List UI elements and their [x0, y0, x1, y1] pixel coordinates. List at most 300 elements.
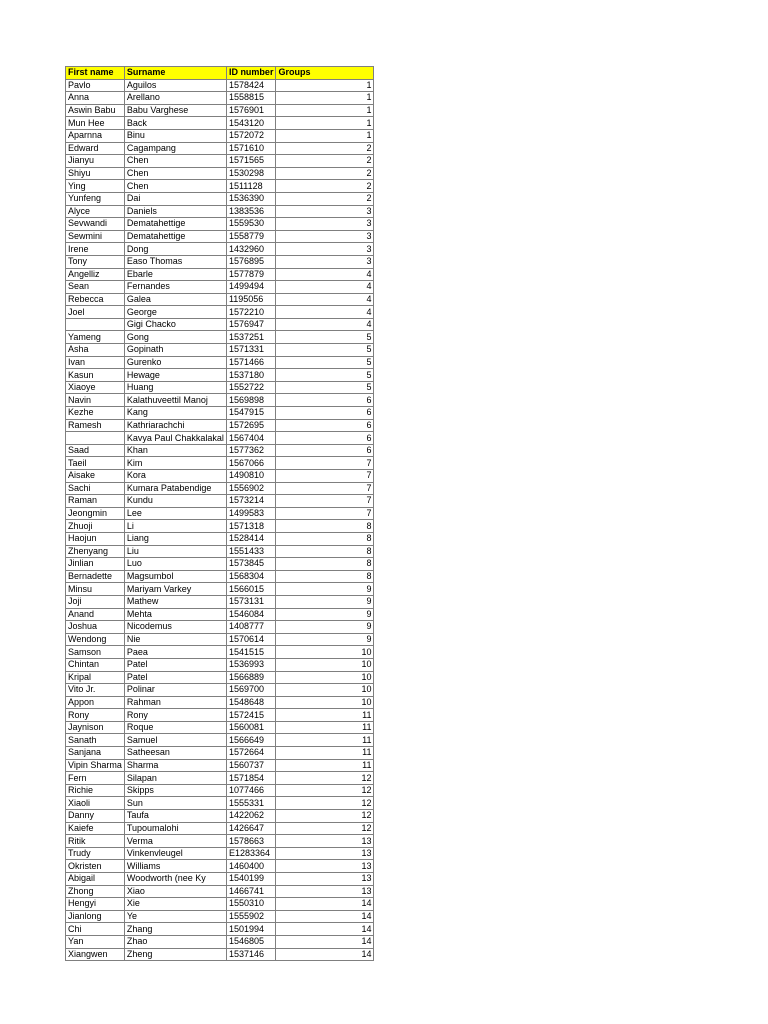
groups-cell[interactable]: 3 — [276, 255, 374, 268]
groups-cell[interactable]: 6 — [276, 419, 374, 432]
id-number-cell[interactable]: 1541515 — [226, 646, 276, 659]
id-number-cell[interactable]: 1537251 — [226, 331, 276, 344]
surname-cell[interactable]: Mathew — [124, 595, 226, 608]
id-number-cell[interactable]: 1566015 — [226, 583, 276, 596]
surname-cell[interactable]: Luo — [124, 558, 226, 571]
first-name-cell[interactable]: Jianlong — [66, 910, 125, 923]
id-number-cell[interactable]: 1555331 — [226, 797, 276, 810]
groups-cell[interactable]: 14 — [276, 923, 374, 936]
surname-cell[interactable]: Dematahettige — [124, 230, 226, 243]
id-number-cell[interactable]: 1571466 — [226, 356, 276, 369]
id-number-cell[interactable]: 1540199 — [226, 873, 276, 886]
first-name-cell[interactable]: Joel — [66, 306, 125, 319]
groups-cell[interactable]: 13 — [276, 885, 374, 898]
groups-cell[interactable]: 13 — [276, 860, 374, 873]
groups-cell[interactable]: 8 — [276, 520, 374, 533]
table-body — [66, 79, 374, 961]
first-name-cell[interactable]: Sewmini — [66, 230, 125, 243]
id-number-cell[interactable]: 1577879 — [226, 268, 276, 281]
surname-cell[interactable]: Dong — [124, 243, 226, 256]
groups-cell[interactable]: 4 — [276, 268, 374, 281]
surname-cell[interactable]: Zheng — [124, 948, 226, 961]
first-name-cell[interactable]: Asha — [66, 344, 125, 357]
groups-cell[interactable]: 14 — [276, 898, 374, 911]
groups-cell[interactable]: 3 — [276, 230, 374, 243]
first-name-cell[interactable]: Yunfeng — [66, 192, 125, 205]
groups-cell[interactable]: 7 — [276, 457, 374, 470]
first-name-cell[interactable]: Jinlian — [66, 558, 125, 571]
surname-cell[interactable]: Mariyam Varkey — [124, 583, 226, 596]
first-name-cell[interactable]: Zhenyang — [66, 545, 125, 558]
id-number-cell[interactable]: 1195056 — [226, 293, 276, 306]
groups-cell[interactable]: 9 — [276, 621, 374, 634]
id-number-cell[interactable]: 1408777 — [226, 621, 276, 634]
surname-cell[interactable]: Fernandes — [124, 281, 226, 294]
first-name-cell[interactable]: Aswin Babu — [66, 104, 125, 117]
first-name-cell[interactable]: Yameng — [66, 331, 125, 344]
id-number-cell[interactable]: 1572695 — [226, 419, 276, 432]
first-name-cell[interactable]: Richie — [66, 784, 125, 797]
groups-cell[interactable]: 6 — [276, 394, 374, 407]
first-name-cell[interactable]: Joji — [66, 595, 125, 608]
surname-cell[interactable]: Easo Thomas — [124, 255, 226, 268]
groups-cell[interactable]: 3 — [276, 243, 374, 256]
first-name-cell[interactable]: Anand — [66, 608, 125, 621]
surname-cell[interactable]: Zhao — [124, 935, 226, 948]
id-number-cell[interactable]: 1552722 — [226, 381, 276, 394]
first-name-cell[interactable] — [66, 318, 125, 331]
first-name-cell[interactable]: Shiyu — [66, 167, 125, 180]
header-id-number[interactable]: ID number — [226, 67, 276, 80]
id-number-cell[interactable]: 1559530 — [226, 218, 276, 231]
surname-cell[interactable]: Hewage — [124, 369, 226, 382]
id-number-cell[interactable]: 1499494 — [226, 281, 276, 294]
groups-cell[interactable]: 4 — [276, 293, 374, 306]
table-row — [66, 281, 374, 294]
groups-cell[interactable]: 12 — [276, 822, 374, 835]
table-row — [66, 935, 374, 948]
surname-cell[interactable]: Williams — [124, 860, 226, 873]
header-surname[interactable]: Surname — [124, 67, 226, 80]
first-name-cell[interactable]: Fern — [66, 772, 125, 785]
first-name-cell[interactable]: Trudy — [66, 847, 125, 860]
first-name-cell[interactable]: Aparnna — [66, 129, 125, 142]
id-number-cell[interactable]: 1572210 — [226, 306, 276, 319]
surname-cell[interactable]: Nicodemus — [124, 621, 226, 634]
groups-cell[interactable]: 10 — [276, 646, 374, 659]
groups-cell[interactable]: 8 — [276, 558, 374, 571]
groups-cell[interactable]: 7 — [276, 495, 374, 508]
table-row — [66, 230, 374, 243]
groups-cell[interactable]: 13 — [276, 873, 374, 886]
groups-cell[interactable]: 14 — [276, 948, 374, 961]
id-number-cell[interactable]: 1558779 — [226, 230, 276, 243]
id-number-cell[interactable]: 1568304 — [226, 570, 276, 583]
surname-cell[interactable]: Chen — [124, 167, 226, 180]
id-number-cell[interactable]: 1571854 — [226, 772, 276, 785]
surname-cell[interactable]: Gurenko — [124, 356, 226, 369]
header-row-group — [66, 67, 374, 80]
surname-cell[interactable]: Daniels — [124, 205, 226, 218]
surname-cell[interactable]: Mehta — [124, 608, 226, 621]
groups-cell[interactable]: 10 — [276, 684, 374, 697]
surname-cell[interactable]: Xie — [124, 898, 226, 911]
surname-cell[interactable]: Skipps — [124, 784, 226, 797]
groups-cell[interactable]: 7 — [276, 482, 374, 495]
id-number-cell[interactable]: 1567404 — [226, 432, 276, 445]
id-number-cell[interactable]: 1426647 — [226, 822, 276, 835]
surname-cell[interactable]: Tupoumalohi — [124, 822, 226, 835]
surname-cell[interactable]: Dai — [124, 192, 226, 205]
surname-cell[interactable]: Khan — [124, 444, 226, 457]
id-number-cell[interactable]: 1499583 — [226, 507, 276, 520]
first-name-cell[interactable]: Sanath — [66, 734, 125, 747]
id-number-cell[interactable]: 1571565 — [226, 155, 276, 168]
surname-cell[interactable]: George — [124, 306, 226, 319]
first-name-cell[interactable]: Mun Hee — [66, 117, 125, 130]
id-number-cell[interactable]: 1578663 — [226, 835, 276, 848]
groups-cell[interactable]: 2 — [276, 192, 374, 205]
surname-cell[interactable]: Satheesan — [124, 747, 226, 760]
first-name-cell[interactable]: Tony — [66, 255, 125, 268]
id-number-cell[interactable]: 1546084 — [226, 608, 276, 621]
surname-cell[interactable]: Kundu — [124, 495, 226, 508]
table-row — [66, 520, 374, 533]
header-groups[interactable]: Groups — [276, 67, 374, 80]
id-number-cell[interactable]: 1422062 — [226, 810, 276, 823]
surname-cell[interactable]: Xiao — [124, 885, 226, 898]
groups-cell[interactable]: 13 — [276, 835, 374, 848]
first-name-cell[interactable]: Jianyu — [66, 155, 125, 168]
id-number-cell[interactable]: 1546805 — [226, 935, 276, 948]
groups-cell[interactable]: 11 — [276, 709, 374, 722]
groups-cell[interactable]: 11 — [276, 734, 374, 747]
id-number-cell[interactable]: 1573131 — [226, 595, 276, 608]
first-name-cell[interactable]: Xiaoye — [66, 381, 125, 394]
surname-cell[interactable]: Taufa — [124, 810, 226, 823]
surname-cell[interactable]: Back — [124, 117, 226, 130]
groups-cell[interactable]: 5 — [276, 381, 374, 394]
groups-cell[interactable]: 3 — [276, 218, 374, 231]
surname-cell[interactable]: Aguilos — [124, 79, 226, 92]
groups-cell[interactable]: 9 — [276, 595, 374, 608]
surname-cell[interactable]: Patel — [124, 658, 226, 671]
id-number-cell[interactable]: 1569700 — [226, 684, 276, 697]
first-name-cell[interactable]: Xiaoli — [66, 797, 125, 810]
groups-cell[interactable]: 6 — [276, 407, 374, 420]
id-number-cell[interactable]: 1567066 — [226, 457, 276, 470]
first-name-cell[interactable]: Aisake — [66, 470, 125, 483]
id-number-cell[interactable]: 1558815 — [226, 92, 276, 105]
groups-cell[interactable]: 1 — [276, 129, 374, 142]
id-number-cell[interactable]: 1576901 — [226, 104, 276, 117]
id-number-cell[interactable]: 1511128 — [226, 180, 276, 193]
groups-cell[interactable]: 5 — [276, 344, 374, 357]
id-number-cell[interactable]: 1550310 — [226, 898, 276, 911]
id-number-cell[interactable]: 1560737 — [226, 759, 276, 772]
first-name-cell[interactable]: Samson — [66, 646, 125, 659]
id-number-cell[interactable]: 1571610 — [226, 142, 276, 155]
surname-cell[interactable]: Chen — [124, 155, 226, 168]
groups-cell[interactable]: 14 — [276, 935, 374, 948]
surname-cell[interactable]: Kathriarachchi — [124, 419, 226, 432]
groups-cell[interactable]: 13 — [276, 847, 374, 860]
first-name-cell[interactable]: Taeil — [66, 457, 125, 470]
first-name-cell[interactable]: Haojun — [66, 532, 125, 545]
surname-cell[interactable]: Galea — [124, 293, 226, 306]
table-row — [66, 155, 374, 168]
first-name-cell[interactable]: Kripal — [66, 671, 125, 684]
id-number-cell[interactable]: 1460400 — [226, 860, 276, 873]
groups-cell[interactable]: 12 — [276, 797, 374, 810]
first-name-cell[interactable]: Jaynison — [66, 721, 125, 734]
surname-cell[interactable]: Li — [124, 520, 226, 533]
first-name-cell[interactable]: Kasun — [66, 369, 125, 382]
first-name-cell[interactable]: Kezhe — [66, 407, 125, 420]
groups-cell[interactable]: 10 — [276, 671, 374, 684]
first-name-cell[interactable]: Hengyi — [66, 898, 125, 911]
first-name-cell[interactable]: Irene — [66, 243, 125, 256]
surname-cell[interactable]: Nie — [124, 633, 226, 646]
first-name-cell[interactable]: Sevwandi — [66, 218, 125, 231]
groups-cell[interactable]: 3 — [276, 205, 374, 218]
first-name-cell[interactable]: Abigail — [66, 873, 125, 886]
groups-cell[interactable]: 12 — [276, 772, 374, 785]
header-first-name[interactable]: First name — [66, 67, 125, 80]
groups-cell[interactable]: 4 — [276, 318, 374, 331]
first-name-cell[interactable]: Sanjana — [66, 747, 125, 760]
id-number-cell[interactable]: 1551433 — [226, 545, 276, 558]
groups-cell[interactable]: 11 — [276, 759, 374, 772]
groups-cell[interactable]: 7 — [276, 507, 374, 520]
surname-cell[interactable]: Kavya Paul Chakkalakal — [124, 432, 226, 445]
first-name-cell[interactable]: Sachi — [66, 482, 125, 495]
first-name-cell[interactable]: Saad — [66, 444, 125, 457]
id-number-cell[interactable]: 1530298 — [226, 167, 276, 180]
groups-cell[interactable]: 6 — [276, 432, 374, 445]
table-row — [66, 255, 374, 268]
id-number-cell[interactable]: 1572415 — [226, 709, 276, 722]
id-number-cell[interactable]: 1569898 — [226, 394, 276, 407]
first-name-cell[interactable]: Jeongmin — [66, 507, 125, 520]
first-name-cell[interactable]: Angelliz — [66, 268, 125, 281]
surname-cell[interactable]: Roque — [124, 721, 226, 734]
header-row — [66, 67, 374, 80]
first-name-cell[interactable]: Rony — [66, 709, 125, 722]
id-number-cell[interactable]: 1548648 — [226, 696, 276, 709]
surname-cell[interactable]: Babu Varghese — [124, 104, 226, 117]
first-name-cell[interactable]: Ritik — [66, 835, 125, 848]
surname-cell[interactable]: Polinar — [124, 684, 226, 697]
groups-cell[interactable]: 8 — [276, 570, 374, 583]
groups-cell[interactable]: 10 — [276, 696, 374, 709]
surname-cell[interactable]: Liang — [124, 532, 226, 545]
groups-cell[interactable]: 6 — [276, 444, 374, 457]
surname-cell[interactable]: Gong — [124, 331, 226, 344]
surname-cell[interactable]: Gigi Chacko — [124, 318, 226, 331]
id-number-cell[interactable]: 1566649 — [226, 734, 276, 747]
first-name-cell[interactable]: Sean — [66, 281, 125, 294]
first-name-cell[interactable]: Edward — [66, 142, 125, 155]
surname-cell[interactable]: Kalathuveettil Manoj — [124, 394, 226, 407]
id-number-cell[interactable]: 1571318 — [226, 520, 276, 533]
id-number-cell[interactable]: 1432960 — [226, 243, 276, 256]
surname-cell[interactable]: Silapan — [124, 772, 226, 785]
groups-cell[interactable]: 2 — [276, 180, 374, 193]
first-name-cell[interactable]: Wendong — [66, 633, 125, 646]
surname-cell[interactable]: Dematahettige — [124, 218, 226, 231]
id-number-cell[interactable]: 1576947 — [226, 318, 276, 331]
surname-cell[interactable]: Cagampang — [124, 142, 226, 155]
id-number-cell[interactable]: 1501994 — [226, 923, 276, 936]
id-number-cell[interactable]: 1555902 — [226, 910, 276, 923]
id-number-cell[interactable]: 1572664 — [226, 747, 276, 760]
id-number-cell[interactable]: 1577362 — [226, 444, 276, 457]
surname-cell[interactable]: Ye — [124, 910, 226, 923]
id-number-cell[interactable]: 1528414 — [226, 532, 276, 545]
first-name-cell[interactable]: Ivan — [66, 356, 125, 369]
surname-cell[interactable]: Liu — [124, 545, 226, 558]
first-name-cell[interactable]: Alyce — [66, 205, 125, 218]
first-name-cell[interactable]: Ying — [66, 180, 125, 193]
groups-cell[interactable]: 8 — [276, 532, 374, 545]
groups-cell[interactable]: 5 — [276, 331, 374, 344]
surname-cell[interactable]: Gopinath — [124, 344, 226, 357]
first-name-cell[interactable] — [66, 432, 125, 445]
first-name-cell[interactable]: Joshua — [66, 621, 125, 634]
surname-cell[interactable]: Kumara Patabendige — [124, 482, 226, 495]
first-name-cell[interactable]: Minsu — [66, 583, 125, 596]
groups-cell[interactable]: 1 — [276, 117, 374, 130]
id-number-cell[interactable]: 1537180 — [226, 369, 276, 382]
first-name-cell[interactable]: Appon — [66, 696, 125, 709]
id-number-cell[interactable]: 1573845 — [226, 558, 276, 571]
first-name-cell[interactable]: Vito Jr. — [66, 684, 125, 697]
groups-cell[interactable]: 1 — [276, 92, 374, 105]
surname-cell[interactable]: Magsumbol — [124, 570, 226, 583]
id-number-cell[interactable]: 1490810 — [226, 470, 276, 483]
id-number-cell[interactable]: 1573214 — [226, 495, 276, 508]
surname-cell[interactable]: Arellano — [124, 92, 226, 105]
table-row — [66, 117, 374, 130]
table-row — [66, 92, 374, 105]
first-name-cell[interactable]: Chi — [66, 923, 125, 936]
surname-cell[interactable]: Sharma — [124, 759, 226, 772]
id-number-cell[interactable]: 1576895 — [226, 255, 276, 268]
groups-cell[interactable]: 14 — [276, 910, 374, 923]
table-row — [66, 532, 374, 545]
first-name-cell[interactable]: Chintan — [66, 658, 125, 671]
first-name-cell[interactable]: Zhong — [66, 885, 125, 898]
id-number-cell[interactable]: 1466741 — [226, 885, 276, 898]
id-number-cell[interactable]: 1543120 — [226, 117, 276, 130]
first-name-cell[interactable]: Vipin Sharma — [66, 759, 125, 772]
groups-cell[interactable]: 11 — [276, 721, 374, 734]
surname-cell[interactable]: Samuel — [124, 734, 226, 747]
surname-cell[interactable]: Huang — [124, 381, 226, 394]
first-name-cell[interactable]: Xiangwen — [66, 948, 125, 961]
first-name-cell[interactable]: Okristen — [66, 860, 125, 873]
groups-cell[interactable]: 1 — [276, 104, 374, 117]
table-row — [66, 243, 374, 256]
groups-cell[interactable]: 2 — [276, 155, 374, 168]
groups-cell[interactable]: 4 — [276, 306, 374, 319]
id-number-cell[interactable]: 1578424 — [226, 79, 276, 92]
table-row — [66, 860, 374, 873]
groups-cell[interactable]: 9 — [276, 583, 374, 596]
id-number-cell[interactable]: 1536390 — [226, 192, 276, 205]
groups-cell[interactable]: 8 — [276, 545, 374, 558]
surname-cell[interactable]: Rahman — [124, 696, 226, 709]
first-name-cell[interactable]: Anna — [66, 92, 125, 105]
surname-cell[interactable]: Lee — [124, 507, 226, 520]
groups-cell[interactable]: 10 — [276, 658, 374, 671]
groups-cell[interactable]: 4 — [276, 281, 374, 294]
groups-cell[interactable]: 9 — [276, 633, 374, 646]
first-name-cell[interactable]: Navin — [66, 394, 125, 407]
id-number-cell[interactable]: 1547915 — [226, 407, 276, 420]
id-number-cell[interactable]: 1571331 — [226, 344, 276, 357]
surname-cell[interactable]: Zhang — [124, 923, 226, 936]
first-name-cell[interactable]: Ramesh — [66, 419, 125, 432]
first-name-cell[interactable]: Pavlo — [66, 79, 125, 92]
surname-cell[interactable]: Rony — [124, 709, 226, 722]
groups-cell[interactable]: 12 — [276, 810, 374, 823]
groups-cell[interactable]: 2 — [276, 167, 374, 180]
surname-cell[interactable]: Kang — [124, 407, 226, 420]
groups-cell[interactable]: 9 — [276, 608, 374, 621]
id-number-cell[interactable]: 1570614 — [226, 633, 276, 646]
id-number-cell[interactable]: 1556902 — [226, 482, 276, 495]
first-name-cell[interactable]: Yan — [66, 935, 125, 948]
surname-cell[interactable]: Verma — [124, 835, 226, 848]
table-row — [66, 784, 374, 797]
surname-cell[interactable]: Sun — [124, 797, 226, 810]
surname-cell[interactable]: Paea — [124, 646, 226, 659]
id-number-cell[interactable]: 1536993 — [226, 658, 276, 671]
first-name-cell[interactable]: Raman — [66, 495, 125, 508]
first-name-cell[interactable]: Zhuoji — [66, 520, 125, 533]
groups-cell[interactable]: 11 — [276, 747, 374, 760]
surname-cell[interactable]: Kim — [124, 457, 226, 470]
groups-cell[interactable]: 2 — [276, 142, 374, 155]
surname-cell[interactable]: Patel — [124, 671, 226, 684]
first-name-cell[interactable]: Kaiefe — [66, 822, 125, 835]
id-number-cell[interactable]: 1383536 — [226, 205, 276, 218]
surname-cell[interactable]: Vinkenvleugel — [124, 847, 226, 860]
id-number-cell[interactable]: 1572072 — [226, 129, 276, 142]
groups-cell[interactable]: 12 — [276, 784, 374, 797]
table-row — [66, 419, 374, 432]
surname-cell[interactable]: Kora — [124, 470, 226, 483]
groups-cell[interactable]: 5 — [276, 356, 374, 369]
id-number-cell[interactable]: 1566889 — [226, 671, 276, 684]
surname-cell[interactable]: Binu — [124, 129, 226, 142]
surname-cell[interactable]: Ebarle — [124, 268, 226, 281]
first-name-cell[interactable]: Bernadette — [66, 570, 125, 583]
first-name-cell[interactable]: Rebecca — [66, 293, 125, 306]
id-number-cell[interactable]: 1537146 — [226, 948, 276, 961]
id-number-cell[interactable]: E1283364 — [226, 847, 276, 860]
id-number-cell[interactable]: 1077466 — [226, 784, 276, 797]
surname-cell[interactable]: Chen — [124, 180, 226, 193]
groups-cell[interactable]: 1 — [276, 79, 374, 92]
surname-cell[interactable]: Woodworth (nee Ky — [124, 873, 226, 886]
first-name-cell[interactable]: Danny — [66, 810, 125, 823]
groups-cell[interactable]: 7 — [276, 470, 374, 483]
id-number-cell[interactable]: 1560081 — [226, 721, 276, 734]
groups-cell[interactable]: 5 — [276, 369, 374, 382]
